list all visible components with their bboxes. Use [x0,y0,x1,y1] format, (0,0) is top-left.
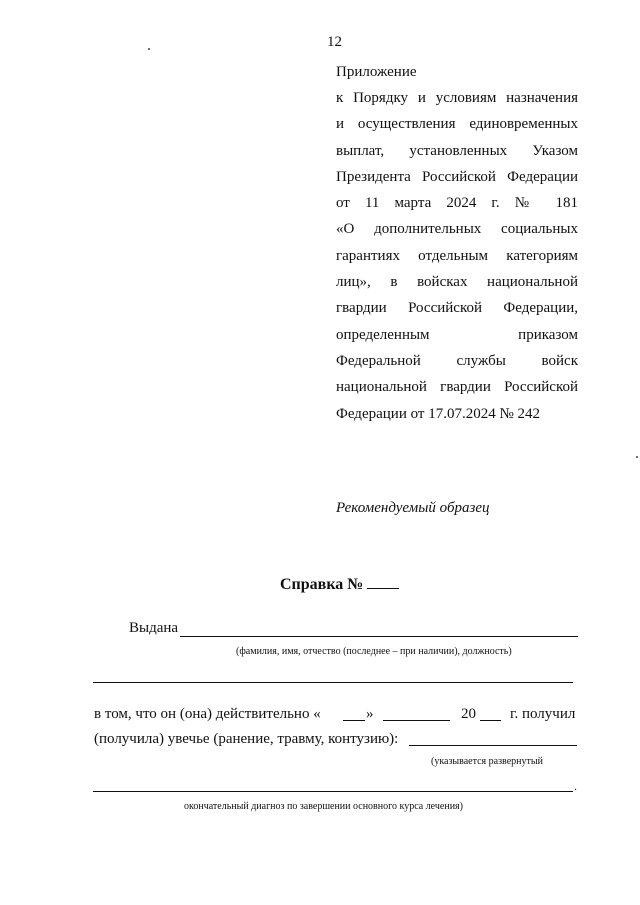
scan-speck [636,456,638,458]
diagnosis-caption-bottom: окончательный диагноз по завершении основного курса лечения) [184,801,463,812]
appendix-line: определенным приказом [336,326,578,343]
appendix-line: национальной гвардии Российской [336,379,578,396]
issued-label: Выдана [129,620,179,636]
year-blank[interactable] [480,706,501,721]
appendix-line: выплат, установленных Указом [336,142,578,159]
statement-part3: 20 [461,706,476,722]
diagnosis-blank[interactable] [409,745,577,746]
diagnosis-caption: (указывается развернутый [431,756,543,767]
appendix-block [336,62,578,430]
sample-label: Рекомендуемый образец [336,500,490,516]
statement-line-2: (получила) увечье (ранение, травму, контузию): [94,731,399,747]
issued-to-blank[interactable] [180,636,578,637]
appendix-line: «О дополнительных социальных [336,221,578,238]
appendix-line: Федеральной службы войск [336,352,578,369]
statement-part4: г. получил [510,706,576,722]
appendix-line: от 11 марта 2024 г. № 181 [336,195,578,212]
appendix-line: лиц», в войсках национальной [336,274,578,291]
document-title [280,573,399,594]
appendix-line: к Порядку и условиям назначения [336,90,578,106]
scan-speck [148,48,150,50]
diagnosis-continuation-blank[interactable] [93,791,573,792]
month-blank[interactable] [383,706,450,721]
document-title-text: Справка № [280,576,364,593]
statement-part1: в том, что он (она) действительно « [94,706,321,722]
statement-part2: » [366,706,374,722]
issued-continuation-blank[interactable] [93,682,573,683]
issued-caption: (фамилия, имя, отчество (последнее – при наличии), должность) [236,646,512,657]
end-mark: . [574,779,577,793]
appendix-line: гвардии Российской Федерации, [336,300,578,317]
page-number: 12 [327,34,342,50]
appendix-line: Президента Российской Федерации [336,168,578,185]
appendix-line: Федерации от 17.07.2024 № 242 [336,405,541,422]
certificate-number-blank[interactable] [367,573,399,589]
day-blank[interactable] [343,706,365,721]
appendix-line: гарантиях отдельным категориям [336,247,578,264]
appendix-line: и осуществления единовременных [336,116,578,133]
appendix-title: Приложение [336,64,417,80]
